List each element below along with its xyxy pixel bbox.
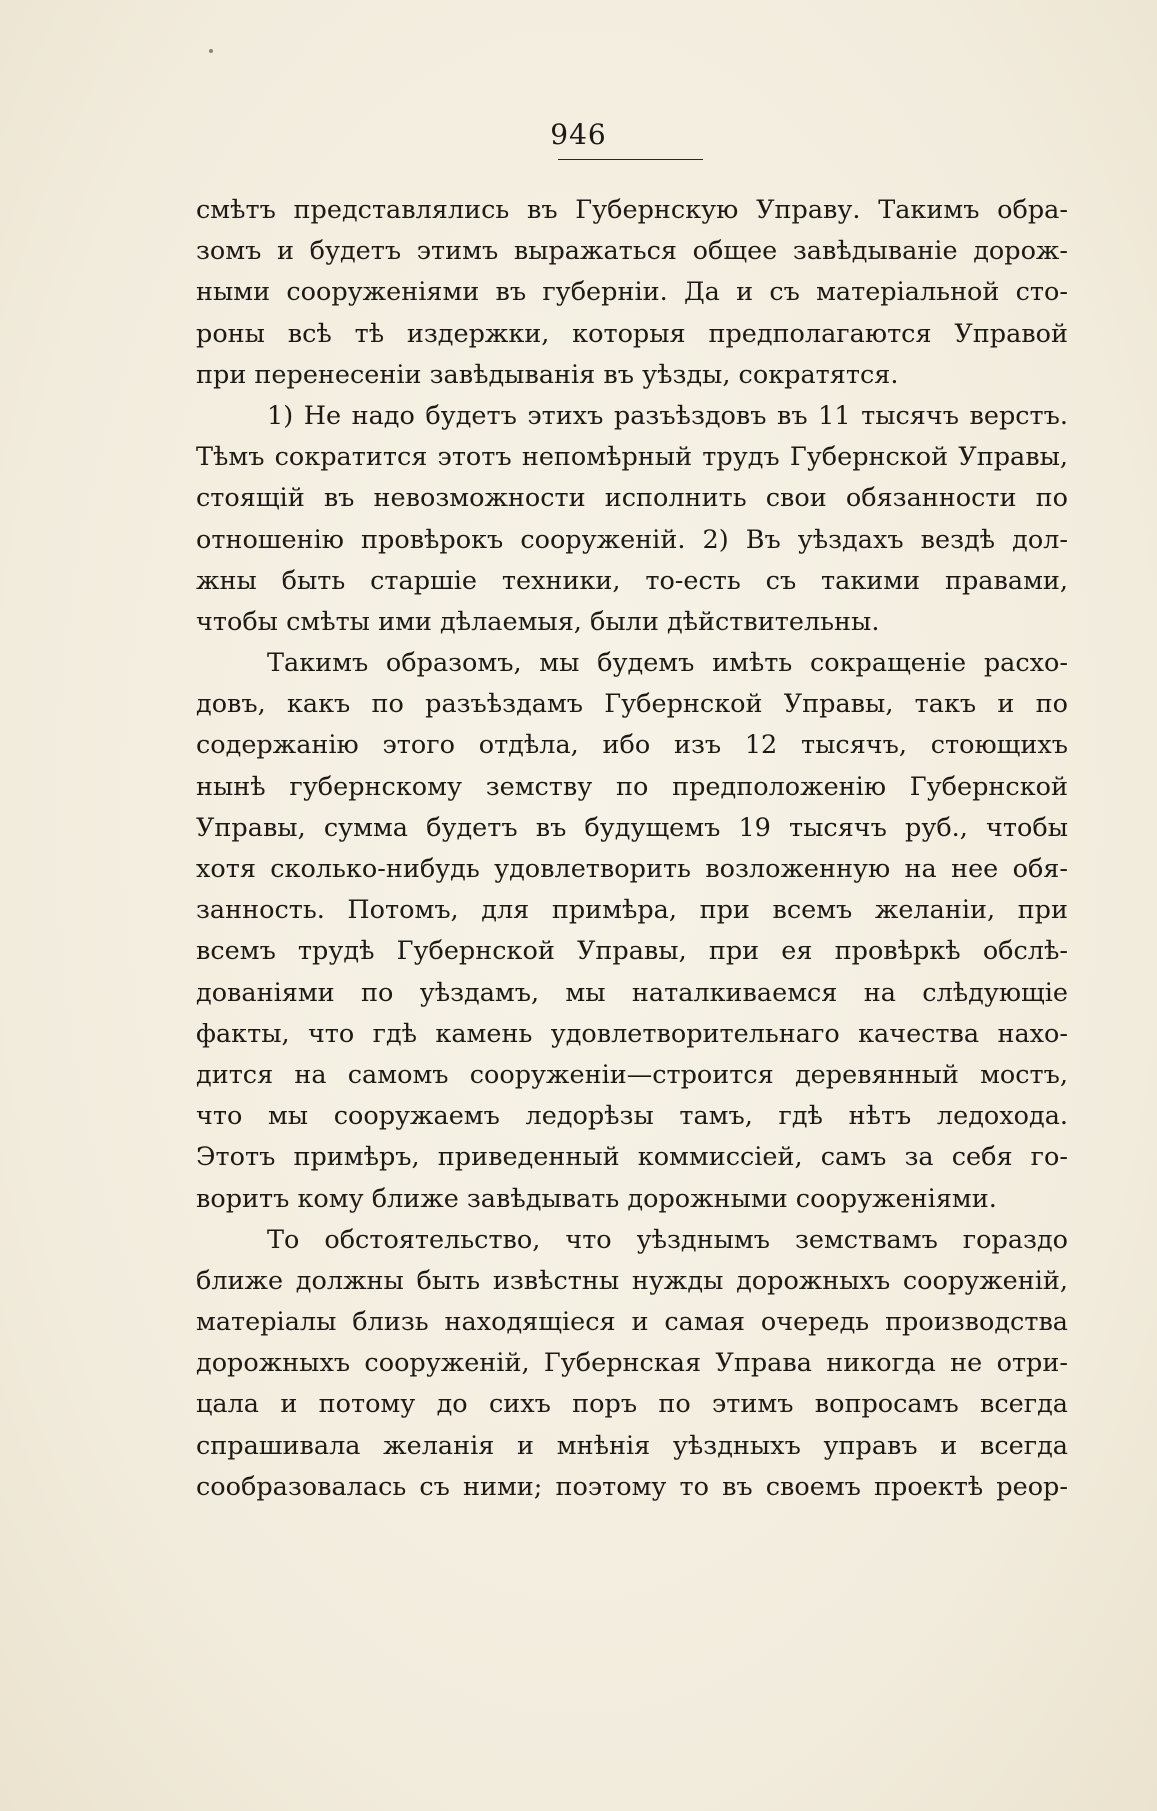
text-line: занность. Потомъ, для примѣра, при всемъ желаніи, при [196,895,1068,926]
text-line: всемъ трудѣ Губернской Управы, при ея провѣркѣ обслѣ- [196,936,1068,967]
text-line: дорожныхъ сооруженій, Губернская Управа никогда не отри- [196,1348,1068,1379]
text-line: дованіями по уѣздамъ, мы наталкиваемся на слѣдующіе [196,977,1068,1008]
text-line: чтобы смѣты ими дѣлаемыя, были дѣйствительны. [196,606,880,637]
text-line: роны всѣ тѣ издержки, которыя предполагаются Управой [196,318,1068,349]
text-line: жны быть старшіе техники, то-есть съ такими правами, [196,565,1068,596]
text-line: довъ, какъ по разъѣздамъ Губернской Управы, такъ и по [196,689,1068,720]
text-line: смѣтъ представлялись въ Губернскую Управу. Такимъ обра- [196,195,1068,225]
text-line: Этотъ примѣръ, приведенный коммиссіей, самъ за себя го- [196,1142,1068,1173]
text-line: зомъ и будетъ этимъ выражаться общее завѣдываніе дорож- [196,236,1068,267]
text-line: при перенесеніи завѣдыванія въ уѣзды, сократятся. [196,359,899,390]
text-line: стоящій въ невозможности исполнить свои обязанности по [196,483,1068,514]
text-line: хотя сколько-нибудь удовлетворить возложенную на нее обя- [196,854,1068,884]
paper-speck [209,49,213,53]
header-rule [558,159,703,160]
text-line: дится на самомъ сооруженіи—строится деревянный мостъ, [196,1059,1068,1090]
text-line: Управы, сумма будетъ въ будущемъ 19 тысячъ руб., чтобы [196,812,1068,843]
text-line: отношенію провѣрокъ сооруженій. 2) Въ уѣздахъ вездѣ дол- [196,524,1068,555]
text-line: что мы сооружаемъ ледорѣзы тамъ, гдѣ нѣтъ ледохода. [196,1101,1068,1132]
text-line: То обстоятельство, что уѣзднымъ земствамъ гораздо [267,1224,1068,1255]
text-line: воритъ кому ближе завѣдывать дорожными сооруженіями. [196,1183,997,1214]
text-line: ближе должны быть извѣстны нужды дорожныхъ сооруженій, [196,1265,1068,1296]
page-number: 946 [550,118,607,151]
text-line: сообразовалась съ ними; поэтому то въ своемъ проектѣ реор- [196,1471,1068,1502]
text-line: цала и потому до сихъ поръ по этимъ вопросамъ всегда [196,1389,1068,1420]
text-line: нынѣ губернскому земству по предположенію Губернской [196,771,1068,802]
body-text [196,190,1068,1508]
text-line: 1) Не надо будетъ этихъ разъѣздовъ въ 11 тысячъ верстъ. [267,400,1068,431]
text-line: матеріалы близь находящіеся и самая очередь производства [196,1307,1068,1338]
text-line: спрашивала желанія и мнѣнія уѣздныхъ управъ и всегда [196,1430,1068,1461]
text-line: Такимъ образомъ, мы будемъ имѣть сокращеніе расхо- [267,648,1068,679]
text-line: Тѣмъ сократится этотъ непомѣрный трудъ Губернской Управы, [196,442,1068,473]
text-line: ными сооруженіями въ губерніи. Да и съ матеріальной сто- [196,277,1068,308]
text-line: факты, что гдѣ камень удовлетворительнаго качества нахо- [196,1018,1068,1049]
text-line: содержанію этого отдѣла, ибо изъ 12 тысячъ, стоющихъ [196,730,1068,761]
